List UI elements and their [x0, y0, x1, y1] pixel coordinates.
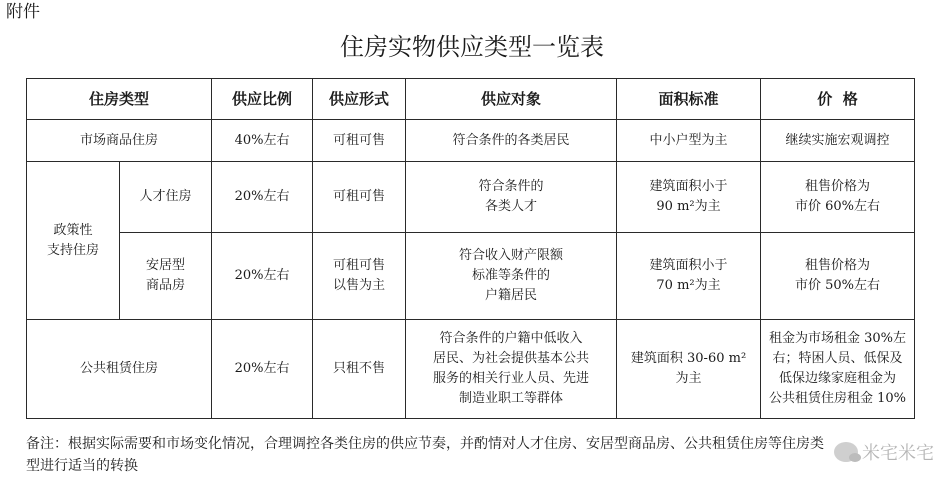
cell-target: 符合条件的各类居民: [406, 120, 617, 162]
cell-type: 公共租赁住房: [27, 320, 212, 419]
header-target: 供应对象: [406, 79, 617, 120]
cell-target: 符合条件的户籍中低收入 居民、为社会提供基本公共 服务的相关行业人员、先进 制造业职工等群体: [406, 320, 617, 419]
document-title: 住房实物供应类型一览表: [340, 33, 604, 61]
cell-ratio: 40%左右: [212, 120, 313, 162]
cell-form: 可租可售: [313, 162, 406, 233]
cell-form: 可租可售: [313, 120, 406, 162]
table-row-talent: [27, 162, 915, 233]
header-housing-type: 住房类型: [27, 79, 212, 120]
header-form: 供应形式: [313, 79, 406, 120]
cell-price: 租售价格为 市价 60%左右: [761, 162, 915, 233]
table-row-market: [27, 120, 915, 162]
cell-price: 租售价格为 市价 50%左右: [761, 233, 915, 320]
cell-target: 符合条件的 各类人才: [406, 162, 617, 233]
cell-area: 中小户型为主: [617, 120, 761, 162]
footnote: 备注：根据实际需要和市场变化情况，合理调控各类住房的供应节奏，并酌情对人才住房、安居型商品房、公共租赁住房等住房类型进行适当的转换: [26, 436, 824, 474]
header-area: 面积标准: [617, 79, 761, 120]
table-header-row: [27, 79, 915, 120]
cell-area: 建筑面积小于 70 m²为主: [617, 233, 761, 320]
cell-ratio: 20%左右: [212, 233, 313, 320]
cell-area: 建筑面积 30-60 m² 为主: [617, 320, 761, 419]
header-price: 价 格: [761, 79, 915, 120]
cell-subtype: 安居型 商品房: [120, 233, 212, 320]
cell-form: 可租可售 以售为主: [313, 233, 406, 320]
table-row-settle: [27, 233, 915, 320]
cell-type: 市场商品住房: [27, 120, 212, 162]
cell-form: 只租不售: [313, 320, 406, 419]
watermark-text: 米宅米宅: [862, 443, 934, 464]
cell-policy-group: 政策性 支持住房: [27, 162, 120, 320]
cell-price: 租金为市场租金 30%左 右；特困人员、低保及 低保边缘家庭租金为 公共租赁住房租金 10%: [761, 320, 915, 419]
cell-ratio: 20%左右: [212, 320, 313, 419]
cell-price: 继续实施宏观调控: [761, 120, 915, 162]
cell-subtype: 人才住房: [120, 162, 212, 233]
cell-ratio: 20%左右: [212, 162, 313, 233]
cell-area: 建筑面积小于 90 m²为主: [617, 162, 761, 233]
wechat-icon: [834, 442, 858, 462]
watermark: [834, 439, 934, 465]
cell-target: 符合收入财产限额 标准等条件的 户籍居民: [406, 233, 617, 320]
housing-supply-table: [26, 78, 915, 419]
attachment-label: 附件: [6, 2, 40, 22]
table-row-public-rental: [27, 320, 915, 419]
header-ratio: 供应比例: [212, 79, 313, 120]
